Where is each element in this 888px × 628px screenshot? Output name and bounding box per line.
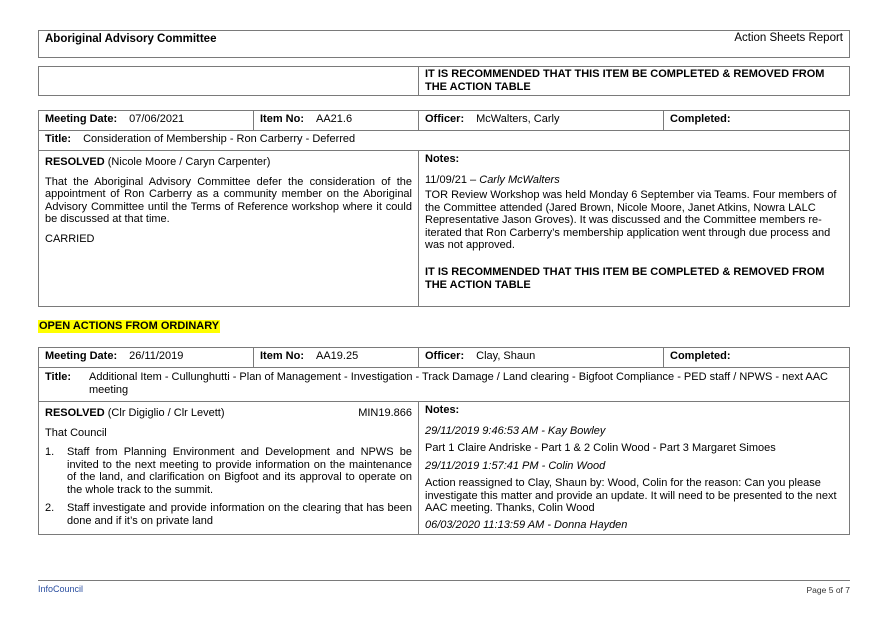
item1-notes-cell (419, 150, 850, 306)
item-no-label: Item No: (260, 350, 304, 362)
note-text: Action reassigned to Clay, Shaun by: Wood, Colin for the reason: Can you please investigate this matter and provide an update. It will need to be presented to the next AAC meeting. Thanks, Colin Wood (425, 477, 837, 514)
item1-movers: (Nicole Moore / Caryn Carpenter) (107, 156, 271, 168)
item1-body-row (38, 150, 850, 307)
resolved-label: RESOLVED (45, 407, 105, 419)
item2-notes-cell (419, 401, 850, 534)
item2-list-item (45, 502, 412, 527)
title-label: Title: (45, 133, 72, 145)
item1-notes-label: Notes: (425, 153, 460, 165)
footer-divider (38, 580, 850, 581)
item2-that-council: That Council (45, 426, 107, 439)
committee-name: Aboriginal Advisory Committee (45, 33, 217, 45)
list-text: Staff from Planning Environment and Development and NPWS be invited to the next meeting to provide information on the maintenance of the land, and clarification on Bigfoot and its approval to operate on the whole track to the summit. (67, 446, 412, 496)
title-label: Title: (45, 371, 72, 383)
item1-title-row (38, 130, 850, 151)
item2-minute-ref: MIN19.866 (358, 407, 412, 419)
item1-info-row (38, 110, 850, 131)
item2-movers: (Clr Digiglio / Clr Levett) (107, 407, 225, 419)
list-text: Staff investigate and provide information on the clearing that has been done and if it’s on private land (67, 502, 412, 527)
note-stamp: 29/11/2019 9:46:53 AM - Kay Bowley (425, 424, 606, 437)
list-number: 1. (45, 446, 55, 458)
item2-meeting-date: 26/11/2019 (129, 350, 184, 362)
item2-title: Additional Item - Cullunghutti - Plan of Management - Investigation - Track Damage / Land clearing - Bigfoot Compliance - PED staff / NPWS - next AAC meeting (89, 371, 828, 396)
officer-label: Officer: (425, 350, 465, 362)
completed-label: Completed: (670, 350, 731, 362)
item1-recommendation: IT IS RECOMMENDED THAT THIS ITEM BE COMPLETED & REMOVED FROM THE ACTION TABLE (425, 265, 825, 291)
item2-item-no: AA19.25 (316, 350, 359, 362)
item-no-label: Item No: (260, 113, 304, 125)
list-number: 2. (45, 502, 55, 514)
item2-item-no-cell (254, 348, 419, 367)
item1-item-no: AA21.6 (316, 113, 353, 125)
footer-brand: InfoCouncil (38, 584, 84, 594)
item1-officer: McWalters, Carly (476, 113, 560, 125)
item1-note-date: 11/09/21 – (425, 173, 477, 186)
item2-resolution-cell (39, 401, 419, 534)
item2-officer: Clay, Shaun (476, 350, 536, 362)
item1-resolution-cell (39, 150, 419, 306)
report-title: Action Sheets Report (734, 32, 843, 44)
item2-info-row (38, 347, 850, 368)
column-divider (418, 67, 419, 95)
report-header (38, 30, 850, 58)
item1-meeting-date: 07/06/2021 (129, 113, 185, 125)
item1-resolution-text: That the Aboriginal Advisory Committee defer the consideration of the appointment of Ron Carberry as a community member on the Aboriginal Advisory Committee until the Terms of Reference workshop where it could be discussed at that time. (45, 175, 412, 225)
item1-note-text: TOR Review Workshop was held Monday 6 September via Teams. Four members of the Committee attended (Jared Brown, Nicole Moore, Janet Atkins, Nowra LALC Representative Jason Groves). It was discussed and the Committee members re-iterated that Ron Carberry’s membership application went through due process and was not approved. (425, 189, 837, 251)
item1-completed-cell (664, 111, 850, 130)
item1-title: Consideration of Membership - Ron Carberry - Deferred (83, 133, 356, 145)
open-actions-heading: OPEN ACTIONS FROM ORDINARY (39, 320, 220, 332)
completed-label: Completed: (670, 113, 731, 125)
item1-note-author: Carly McWalters (479, 173, 560, 186)
item2-title-row (38, 367, 850, 402)
officer-label: Officer: (425, 113, 465, 125)
page-number: Page 5 of 7 (806, 585, 850, 595)
top-recommendation-box (38, 66, 850, 96)
item1-officer-cell (419, 111, 664, 130)
item2-completed-cell (664, 348, 850, 367)
resolved-label: RESOLVED (45, 156, 105, 168)
item1-title-cell (39, 130, 849, 148)
meeting-date-label: Meeting Date: (45, 113, 118, 125)
meeting-date-label: Meeting Date: (45, 350, 118, 362)
item1-carried: CARRIED (45, 232, 95, 245)
note-stamp: 29/11/2019 1:57:41 PM - Colin Wood (425, 459, 606, 472)
item2-officer-cell (419, 348, 664, 367)
item2-meeting-date-cell (39, 348, 254, 367)
item2-list-item (45, 446, 412, 496)
item2-body-row (38, 401, 850, 535)
top-recommendation-text: IT IS RECOMMENDED THAT THIS ITEM BE COMPLETED & REMOVED FROM THE ACTION TABLE (425, 68, 825, 93)
item1-meeting-date-cell (39, 111, 254, 130)
note-stamp: 06/03/2020 11:13:59 AM - Donna Hayden (425, 518, 628, 531)
item1-item-no-cell (254, 111, 419, 130)
note-text: Part 1 Claire Andriske - Part 1 & 2 Colin Wood - Part 3 Margaret Simoes (425, 442, 776, 454)
item2-notes-label: Notes: (425, 404, 460, 416)
